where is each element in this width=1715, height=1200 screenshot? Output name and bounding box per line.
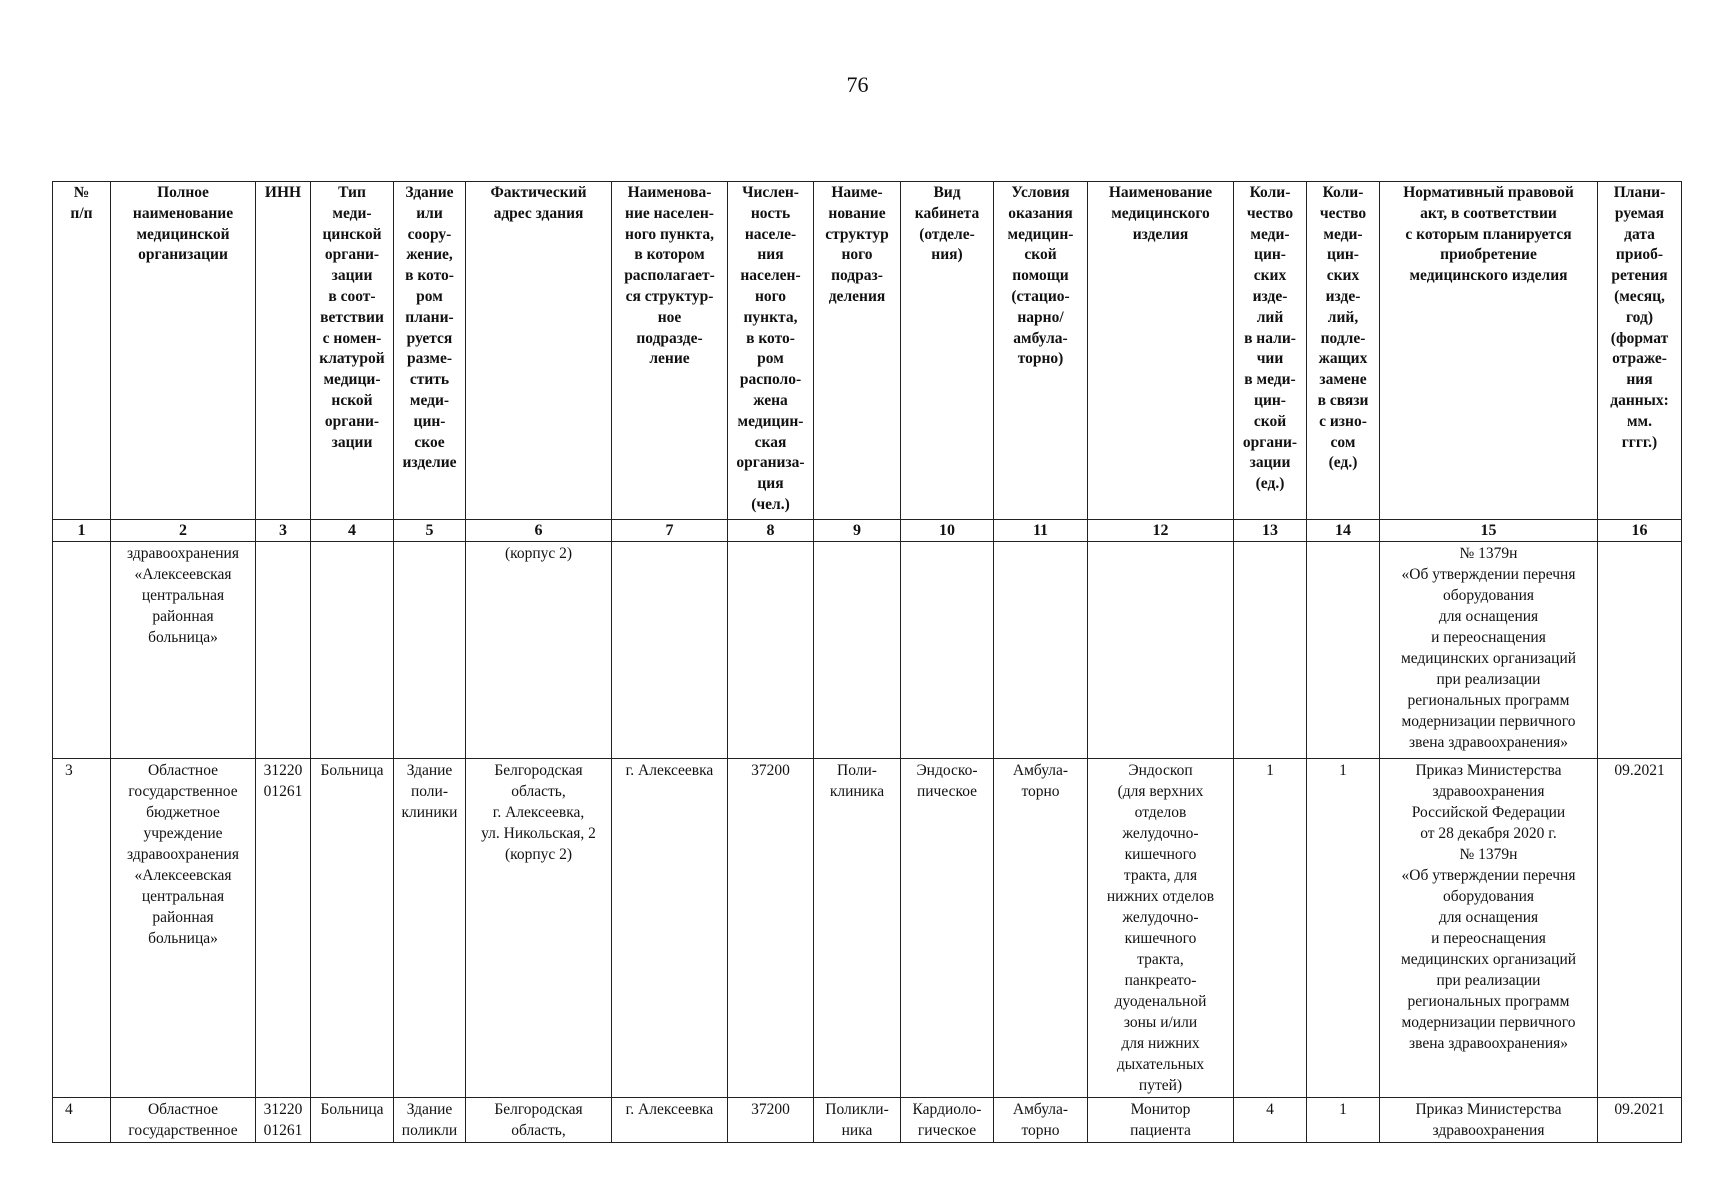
column-number: 13 — [1234, 520, 1307, 542]
cell-qty-replace — [1307, 542, 1380, 759]
cell-device: Эндоскоп (для верхних отделов желудочно- кишечного тракта, для нижних отделов желудочно- кишечного тракта, панкреато- дуоденальной зоны и/или для нижних дыхательных путей) — [1088, 759, 1234, 1098]
table-row — [53, 759, 1682, 1098]
table-header-row — [53, 182, 1682, 520]
column-number: 15 — [1380, 520, 1598, 542]
column-number: 16 — [1598, 520, 1682, 542]
cell-index — [53, 542, 111, 759]
cell-cabinet: Эндоско- пическое — [901, 759, 994, 1098]
column-number: 3 — [256, 520, 311, 542]
column-number: 2 — [111, 520, 256, 542]
column-number: 12 — [1088, 520, 1234, 542]
cell-population — [728, 542, 814, 759]
column-number: 5 — [394, 520, 466, 542]
cell-planned-date — [1598, 542, 1682, 759]
cell-unit: Поли- клиника — [814, 759, 901, 1098]
column-number-row — [53, 520, 1682, 542]
header-cell: Вид кабинета (отделе- ния) — [901, 182, 994, 520]
header-cell: Условия оказания медицин- ской помощи (стацио- нарно/ амбула- торно) — [994, 182, 1088, 520]
column-number: 4 — [311, 520, 394, 542]
cell-qty-available: 4 — [1234, 1098, 1307, 1143]
cell-index: 4 — [53, 1098, 111, 1143]
header-cell: Нормативный правовой акт, в соответствии с которым планируется приобретение медицинского изделия — [1380, 182, 1598, 520]
cell-organization: Областное государственное бюджетное учреждение здравоохранения «Алексеевская центральная районная больница» — [111, 759, 256, 1098]
cell-org-type: Больница — [311, 759, 394, 1098]
cell-planned-date: 09.2021 — [1598, 1098, 1682, 1143]
cell-organization: Областное государственное — [111, 1098, 256, 1143]
cell-building: Здание поликли — [394, 1098, 466, 1143]
table-row — [53, 1098, 1682, 1143]
cell-locality — [612, 542, 728, 759]
column-number: 7 — [612, 520, 728, 542]
cell-unit: Поликли- ника — [814, 1098, 901, 1143]
cell-qty-available: 1 — [1234, 759, 1307, 1098]
table-row — [53, 542, 1682, 759]
cell-conditions: Амбула- торно — [994, 759, 1088, 1098]
cell-legal-act: № 1379н «Об утверждении перечня оборудования для оснащения и переоснащения медицинских организаций при реализации региональных программ модернизации первичного звена здравоохранения» — [1380, 542, 1598, 759]
cell-org-type: Больница — [311, 1098, 394, 1143]
header-cell: Тип меди- цинской органи- зации в соот- ветствии с номен- клатурой медици- нской органи- зации — [311, 182, 394, 520]
column-number: 14 — [1307, 520, 1380, 542]
cell-index: 3 — [53, 759, 111, 1098]
header-cell: ИНН — [256, 182, 311, 520]
column-number: 11 — [994, 520, 1088, 542]
cell-locality: г. Алексеевка — [612, 1098, 728, 1143]
column-number: 1 — [53, 520, 111, 542]
cell-planned-date: 09.2021 — [1598, 759, 1682, 1098]
cell-legal-act: Приказ Министерства здравоохранения — [1380, 1098, 1598, 1143]
cell-qty-replace: 1 — [1307, 759, 1380, 1098]
cell-inn — [256, 542, 311, 759]
header-cell: Числен- ность населе- ния населен- ного пункта, в кото- ром располо- жена медицин- ская организа- ция (чел.) — [728, 182, 814, 520]
cell-legal-act: Приказ Министерства здравоохранения Российской Федерации от 28 декабря 2020 г. № 1379н «Об утверждении перечня оборудования для оснащения и переоснащения медицинских организаций при реализации региональных программ модернизации первичного звена здравоохранения» — [1380, 759, 1598, 1098]
column-number: 9 — [814, 520, 901, 542]
cell-cabinet: Кардиоло- гическое — [901, 1098, 994, 1143]
header-cell: Коли- чество меди- цин- ских изде- лий, подле- жащих замене в связи с изно- сом (ед.) — [1307, 182, 1380, 520]
cell-address: (корпус 2) — [466, 542, 612, 759]
page-number: 76 — [846, 72, 869, 97]
cell-org-type — [311, 542, 394, 759]
cell-device: Монитор пациента — [1088, 1098, 1234, 1143]
cell-organization: здравоохранения «Алексеевская центральная районная больница» — [111, 542, 256, 759]
cell-population: 37200 — [728, 759, 814, 1098]
cell-qty-replace: 1 — [1307, 1098, 1380, 1143]
header-cell: Плани- руемая дата приоб- ретения (месяц, год) (формат отраже- ния данных: мм. гггг.) — [1598, 182, 1682, 520]
column-number: 6 — [466, 520, 612, 542]
header-cell: Полное наименование медицинской организации — [111, 182, 256, 520]
cell-conditions: Амбула- торно — [994, 1098, 1088, 1143]
cell-cabinet — [901, 542, 994, 759]
column-number: 10 — [901, 520, 994, 542]
cell-inn: 31220 01261 — [256, 759, 311, 1098]
header-cell: Наименование медицинского изделия — [1088, 182, 1234, 520]
cell-population: 37200 — [728, 1098, 814, 1143]
column-number: 8 — [728, 520, 814, 542]
header-cell: Здание или соору- жение, в кото- ром плани- руется разме- стить меди- цин- ское изделие — [394, 182, 466, 520]
cell-inn: 31220 01261 — [256, 1098, 311, 1143]
cell-address: Белгородская область, г. Алексеевка, ул. Никольская, 2 (корпус 2) — [466, 759, 612, 1098]
cell-locality: г. Алексеевка — [612, 759, 728, 1098]
cell-building — [394, 542, 466, 759]
cell-unit — [814, 542, 901, 759]
header-cell: Наиме- нование структур ного подраз- деления — [814, 182, 901, 520]
cell-device — [1088, 542, 1234, 759]
cell-building: Здание поли- клиники — [394, 759, 466, 1098]
cell-address: Белгородская область, — [466, 1098, 612, 1143]
header-cell: Фактический адрес здания — [466, 182, 612, 520]
cell-qty-available — [1234, 542, 1307, 759]
header-cell: Коли- чество меди- цин- ских изде- лий в нали- чии в меди- цин- ской органи- зации (ед.) — [1234, 182, 1307, 520]
cell-conditions — [994, 542, 1088, 759]
equipment-table — [52, 181, 1682, 1143]
header-cell: № п/п — [53, 182, 111, 520]
header-cell: Наименова- ние населен- ного пункта, в котором располагает- ся структур- ное подразде- ление — [612, 182, 728, 520]
